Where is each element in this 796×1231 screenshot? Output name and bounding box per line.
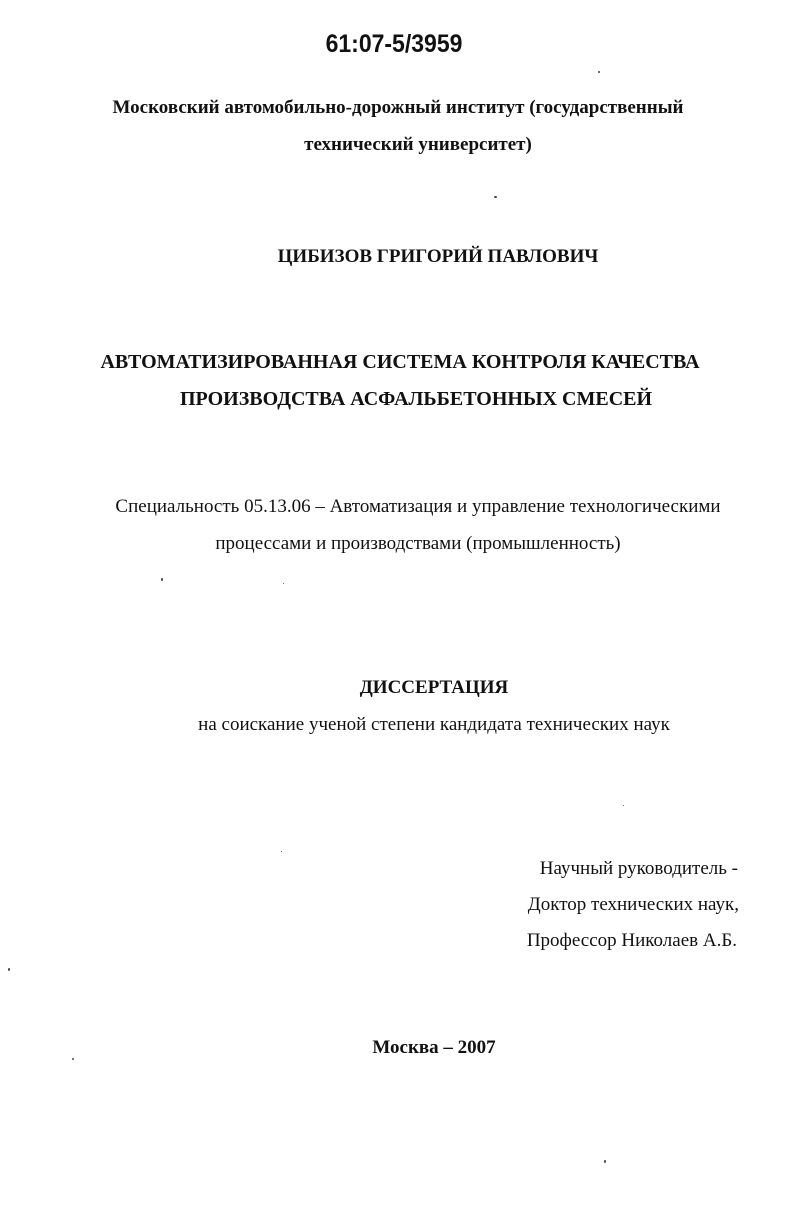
thesis-title-line-2: ПРОИЗВОДСТВА АСФАЛЬБЕТОННЫХ СМЕСЕЙ — [179, 388, 653, 410]
institution-line-1: Московский автомобильно-дорожный институт (государственный — [112, 97, 684, 118]
institution-line-2: технический университет) — [304, 134, 532, 155]
specialty-line-1: Специальность 05.13.06 – Автоматизация и управление технологическими — [115, 496, 721, 517]
scan-speck — [161, 578, 163, 581]
scan-speck — [494, 196, 497, 198]
scan-speck — [623, 805, 624, 806]
scan-speck — [604, 1160, 606, 1163]
scan-speck — [281, 851, 282, 852]
thesis-title-line-1: АВТОМАТИЗИРОВАННАЯ СИСТЕМА КОНТРОЛЯ КАЧЕСТВА — [100, 351, 700, 373]
author-name: ЦИБИЗОВ ГРИГОРИЙ ПАВЛОВИЧ — [277, 246, 599, 267]
city-year: Москва – 2007 — [372, 1037, 496, 1058]
scan-speck — [283, 583, 284, 584]
document-type: ДИССЕРТАЦИЯ — [359, 677, 509, 698]
archive-code: 61:07-5/3959 — [325, 30, 463, 58]
scan-speck — [598, 71, 600, 73]
supervisor-role: Научный руководитель - — [539, 858, 738, 879]
degree-line: на соискание ученой степени кандидата технических наук — [198, 714, 670, 735]
scan-speck — [72, 1058, 74, 1060]
supervisor-name: Профессор Николаев А.Б. — [526, 930, 737, 951]
specialty-line-2: процессами и производствами (промышленность) — [215, 533, 621, 554]
scan-speck — [8, 968, 10, 971]
supervisor-degree: Доктор технических наук, — [527, 894, 739, 915]
